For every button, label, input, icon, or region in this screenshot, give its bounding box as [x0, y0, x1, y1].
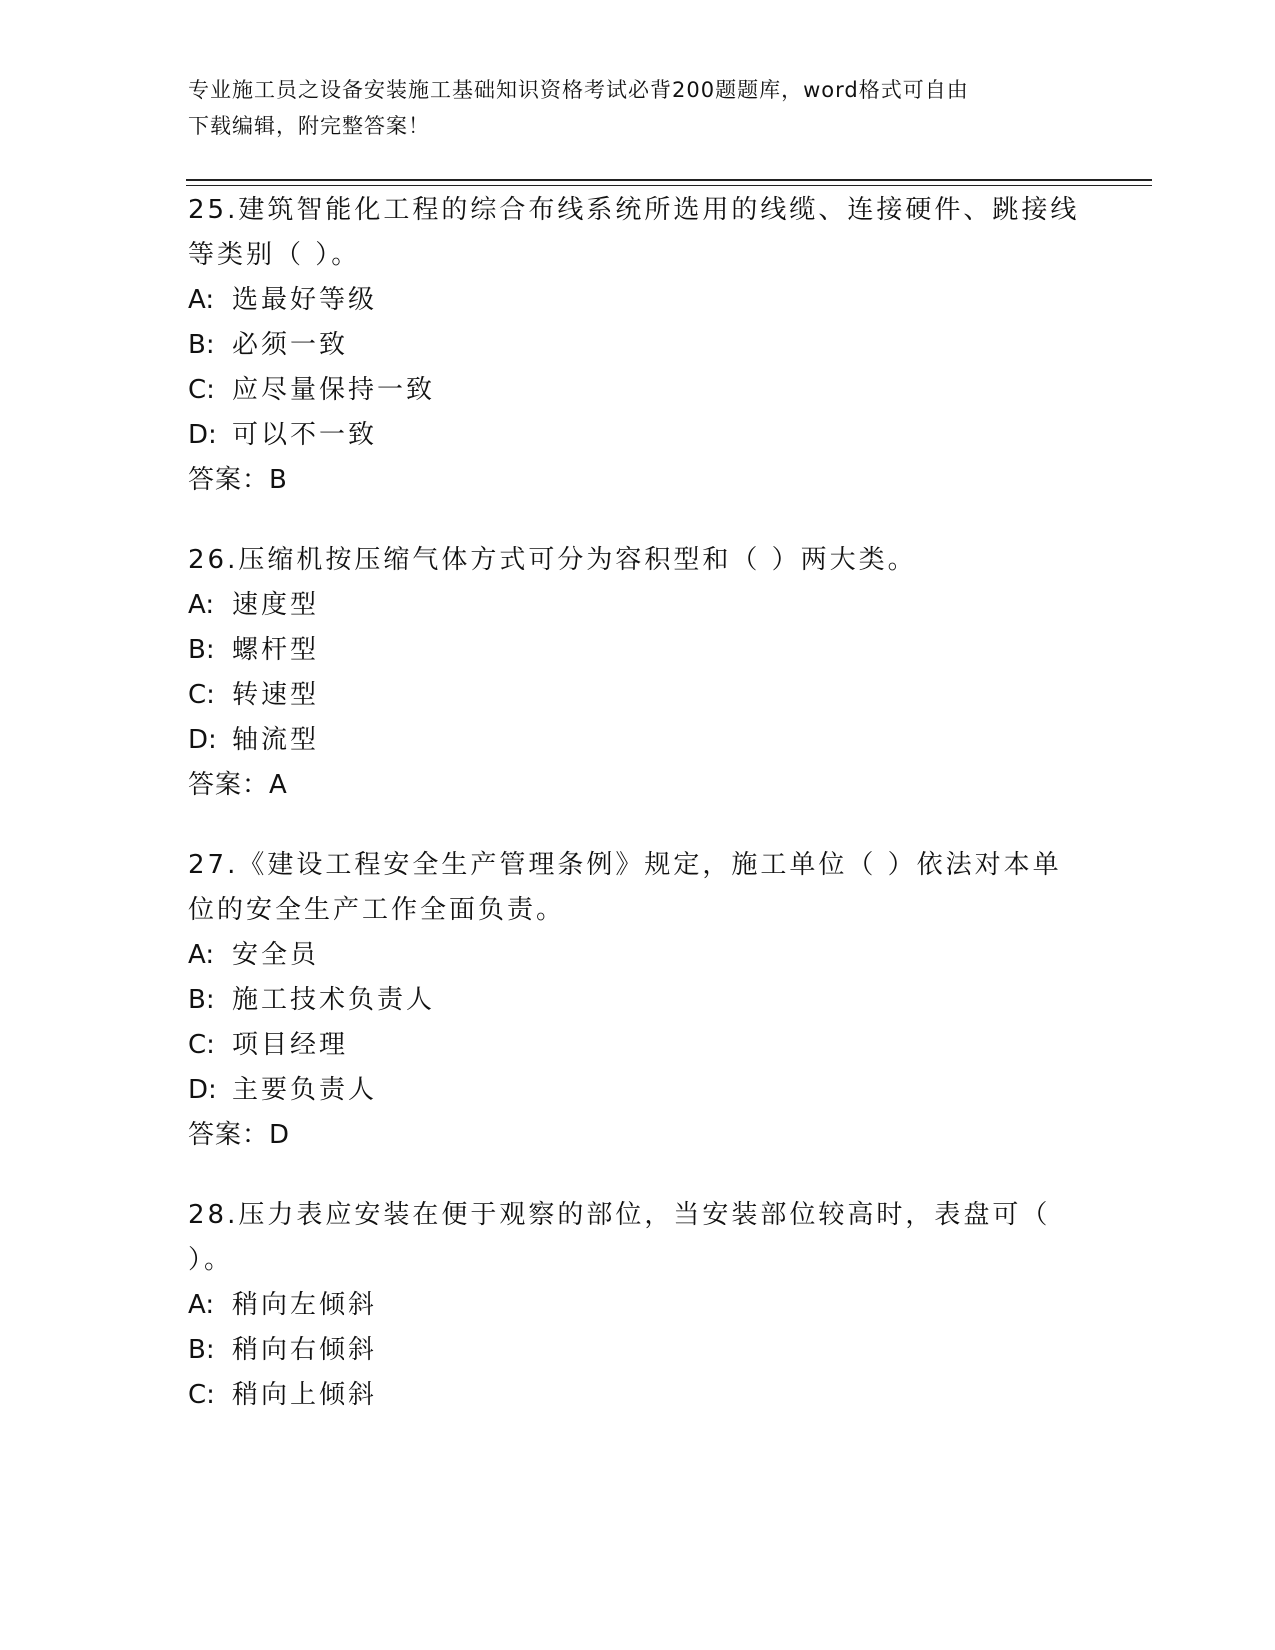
- question-26: [188, 538, 1088, 808]
- answer-label: 答案：: [188, 465, 270, 495]
- question-stem-line: 28.压力表应安装在便于观察的部位，当安装部位较高时，表盘可（: [188, 1200, 1051, 1230]
- option-text: 转速型: [232, 680, 320, 710]
- option-b: [188, 323, 1088, 368]
- question-28: [188, 1193, 1088, 1418]
- option-a: [188, 1283, 1088, 1328]
- header-line-1: 专业施工员之设备安装施工基础知识资格考试必背200题题库，word格式可自由: [188, 78, 969, 102]
- option-c: [188, 673, 1088, 718]
- header-line-2: 下载编辑，附完整答案！: [188, 114, 430, 138]
- option-label: C:: [188, 1030, 215, 1060]
- question-stem-line: 等类别（ ）。: [188, 240, 361, 270]
- option-label: C:: [188, 375, 215, 405]
- option-text: 可以不一致: [232, 420, 378, 450]
- answer-value: B: [269, 465, 288, 495]
- option-a: [188, 933, 1088, 978]
- option-text: 项目经理: [232, 1030, 349, 1060]
- option-label: A:: [188, 590, 215, 620]
- option-d: [188, 1068, 1088, 1113]
- option-label: D:: [188, 1075, 217, 1105]
- option-a: [188, 583, 1088, 628]
- question-stem-line: 25.建筑智能化工程的综合布线系统所选用的线缆、连接硬件、跳接线: [188, 195, 1080, 225]
- option-label: C:: [188, 680, 215, 710]
- header-divider-thick: [186, 179, 1152, 181]
- option-text: 施工技术负责人: [232, 985, 436, 1015]
- question-stem-line: 位的安全生产工作全面负责。: [188, 895, 566, 925]
- question-25: [188, 188, 1088, 503]
- option-label: C:: [188, 1380, 215, 1410]
- option-text: 螺杆型: [232, 635, 320, 665]
- option-text: 选最好等级: [232, 285, 378, 315]
- option-c: [188, 1373, 1088, 1418]
- answer: [188, 763, 1088, 808]
- option-text: 安全员: [232, 940, 320, 970]
- option-text: 稍向右倾斜: [232, 1335, 378, 1365]
- question-27: [188, 843, 1088, 1158]
- option-label: B:: [188, 635, 215, 665]
- option-text: 主要负责人: [232, 1075, 378, 1105]
- answer-value: D: [269, 1120, 291, 1150]
- answer-label: 答案：: [188, 1120, 270, 1150]
- option-text: 必须一致: [232, 330, 349, 360]
- option-label: A:: [188, 1290, 215, 1320]
- question-stem-line: 27.《建设工程安全生产管理条例》规定，施工单位（ ）依法对本单: [188, 850, 1062, 880]
- document-header: [188, 72, 1068, 144]
- option-label: A:: [188, 940, 215, 970]
- option-label: D:: [188, 725, 217, 755]
- header-divider-thin: [186, 185, 1152, 186]
- option-text: 应尽量保持一致: [232, 375, 436, 405]
- option-d: [188, 718, 1088, 763]
- answer-label: 答案：: [188, 770, 270, 800]
- option-label: B:: [188, 1335, 215, 1365]
- question-stem-line: ）。: [188, 1245, 234, 1275]
- option-c: [188, 368, 1088, 413]
- option-label: B:: [188, 330, 215, 360]
- answer: [188, 458, 1088, 503]
- option-b: [188, 1328, 1088, 1373]
- option-a: [188, 278, 1088, 323]
- option-text: 速度型: [232, 590, 320, 620]
- question-stem-line: 26.压缩机按压缩气体方式可分为容积型和（ ）两大类。: [188, 545, 917, 575]
- answer: [188, 1113, 1088, 1158]
- option-b: [188, 628, 1088, 673]
- option-text: 轴流型: [232, 725, 320, 755]
- option-label: B:: [188, 985, 215, 1015]
- option-d: [188, 413, 1088, 458]
- option-b: [188, 978, 1088, 1023]
- option-text: 稍向上倾斜: [232, 1380, 378, 1410]
- option-c: [188, 1023, 1088, 1068]
- option-label: A:: [188, 285, 215, 315]
- answer-value: A: [269, 770, 288, 800]
- option-text: 稍向左倾斜: [232, 1290, 378, 1320]
- option-label: D:: [188, 420, 217, 450]
